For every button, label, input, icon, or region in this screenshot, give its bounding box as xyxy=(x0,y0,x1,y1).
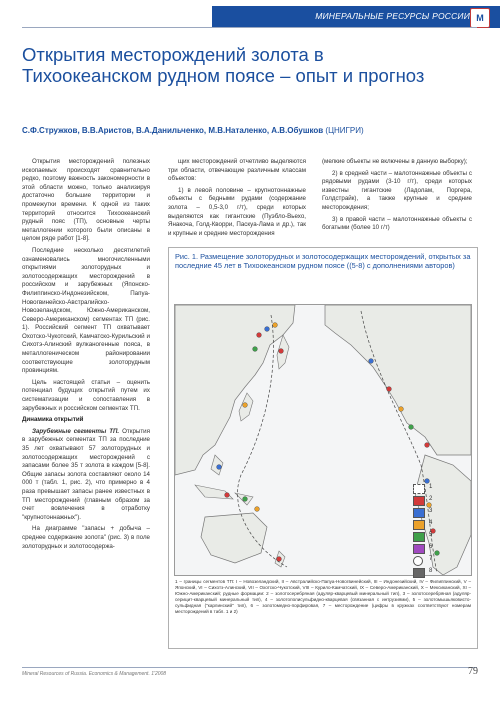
header-rule xyxy=(22,27,477,28)
section-label: МИНЕРАЛЬНЫЕ РЕСУРСЫ РОССИИ xyxy=(315,11,470,21)
legend-item xyxy=(413,531,467,543)
legend-label: 3 xyxy=(429,508,433,514)
paragraph: Открытия в зарубежных сегментах ТП за последние 35 лет охватывают 57 золоторудных и золотосодержащих месторождений с запасами более 35 т золота в каждом [5-8]. Общие запасы золота составляют около 14 000 т (табл. 1, рис. 2), что примерно в 4 раза превышает запасы ранее известных в ТП месторождений (главным образом за счет вовлечения в отработку "крупнотоннажных"). xyxy=(22,427,150,521)
legend-label: 1 xyxy=(429,484,433,490)
page-number: 79 xyxy=(468,666,478,677)
legend-item xyxy=(413,567,467,579)
text-column-3 xyxy=(322,158,472,236)
legend-item xyxy=(413,507,467,519)
legend-symbol xyxy=(413,520,425,530)
author-institution: (ЦНИГРИ) xyxy=(325,126,364,135)
legend-label: 5 xyxy=(429,532,433,538)
authors-list: С.Ф.Стружков, В.В.Аристов, В.А.Данильченко, М.В.Наталенко, А.В.Обушков xyxy=(22,126,324,135)
article-title: Открытия месторождений золота в Тихоокеанском рудном поясе – опыт и прогноз xyxy=(22,44,425,86)
paragraph: Открытия месторождений полезных ископаемых происходят сравнительно редко, поэтому важность закономерности в этой области можно, только анализируя достаточно большие территории и промежутки времени. К одной из таких территорий относится Тихоокеанский рудный пояс (ТП), основные черты металлогении которого были описаны в целом ряде работ [1-8]. xyxy=(22,158,150,243)
legend-item xyxy=(413,483,467,495)
header-band xyxy=(212,6,500,28)
legend-symbol xyxy=(413,544,425,554)
legend-symbol xyxy=(413,568,425,578)
legend-label: 7 xyxy=(429,556,433,562)
journal-footer: Mineral Resources of Russia. Economics & Management. 1'2008 xyxy=(22,671,167,677)
legend-label: 6 xyxy=(429,544,433,550)
section-heading: Динамика открытий xyxy=(22,416,84,424)
legend-item xyxy=(413,495,467,507)
legend-item xyxy=(413,555,467,567)
legend-label: 8 xyxy=(429,568,433,574)
paragraph: 1) в левой половине – крупнотоннажные объекты с бедными рудами (содержание золота – 0,5-3,0 г/т), среди которых выделяются как гигантские (Пуэбло-Вьехо, Янакоча, Голд-Кворри, Паскуа-Лама и др.), так и крупные и средние месторождения xyxy=(168,186,306,237)
figure-legend-notes: 1 – границы сегментов ТП: I – Новозеландский, II – Австралийско-Папуа-Новогвинейский, III – Индонезийский, IV – Филиппинский, V – Японский, VI – Сихотэ-Алинский, VII – Охотско-Чукотский, VIII – Курило-Камчатский, IX – Северо-Американский, X – Мексиканский, XI – Южно-Американский; рудные формации: 2 – золотосеребряная (адуляр-кварцевый минеральный тип), 3 – золотосеребряная (адуляр-серицит-кварцевый минеральный тип), 4 – золотополисульфидно-кварцевая (связанная с интрузиями), 5 – золотомышьяковисто-сульфидная ("карлинский" тип), 6 – золотомедно-порфировая, 7 – месторождение (цифры в кружках соответствуют номерам месторождений в табл. 1 и 2) xyxy=(175,579,471,614)
figure-1 xyxy=(168,247,478,649)
text-column-1 xyxy=(22,158,150,554)
footer-rule xyxy=(22,667,477,668)
paragraph: Цель настоящей статьи – оценить потенциал будущих открытий путем их систематизации и сопоставления в зарубежных и российском сегментах ТП. xyxy=(22,378,150,412)
legend-label: 2 xyxy=(429,496,433,502)
paragraph: На диаграмме "запасы + добыча – среднее содержание золота" (рис. 3) в поле золоторудных и золотосодержа- xyxy=(22,525,150,550)
subsection-heading: Зарубежные сегменты ТП. xyxy=(32,427,120,435)
figure-caption: Рис. 1. Размещение золоторудных и золотосодержащих месторождений, открытых за последние 45 лет в Тихоокеанском рудном поясе ((5-8) с дополнениями авторов) xyxy=(175,252,471,270)
legend-symbol xyxy=(413,484,425,494)
legend-symbol xyxy=(413,532,425,542)
map-legend xyxy=(413,483,467,579)
paragraph: Последние несколько десятилетий ознаменовались многочисленными открытиями золоторудных и золотосодержащих месторождений в российском и зарубежных (Японско-Филиппинско-Индонезийском, Папуа-Новогвинейско-Австралийско-Новозеландском, Южно-Американском, Северо-Американском) сегментах ТП (рис. 1). Российский сегмент ТП охватывает Охотско-Чукотский, Камчатско-Курильский и Сихотэ-Алинский вулканогенные пояса, в металлогеническом районировании соответствующие золоторудным провинциям. xyxy=(22,246,150,375)
legend-item xyxy=(413,543,467,555)
legend-label: 4 xyxy=(429,520,433,526)
paragraph: щих месторождений отчетливо выделяются три области, отвечающие различным классам объектов: xyxy=(168,158,306,183)
legend-symbol xyxy=(413,556,423,566)
paragraph: (мелкие объекты не включены в данную выборку); xyxy=(322,158,468,165)
journal-logo-icon: М xyxy=(470,8,490,28)
article-authors xyxy=(22,126,482,135)
paragraph: 3) в правой части – малотоннажные объекты с богатыми (более 10 г/т) xyxy=(322,215,472,232)
paragraph: 2) в средней части – малотоннажные объекты с рядовыми рудами (3-10 г/т), среди которых известны гигантские (Ладолам, Поргера, Голдстрайк), а также крупные и средние месторождения; xyxy=(322,169,472,211)
legend-item xyxy=(413,519,467,531)
legend-symbol xyxy=(413,496,425,506)
text-column-2 xyxy=(168,158,306,241)
legend-symbol xyxy=(413,508,425,518)
